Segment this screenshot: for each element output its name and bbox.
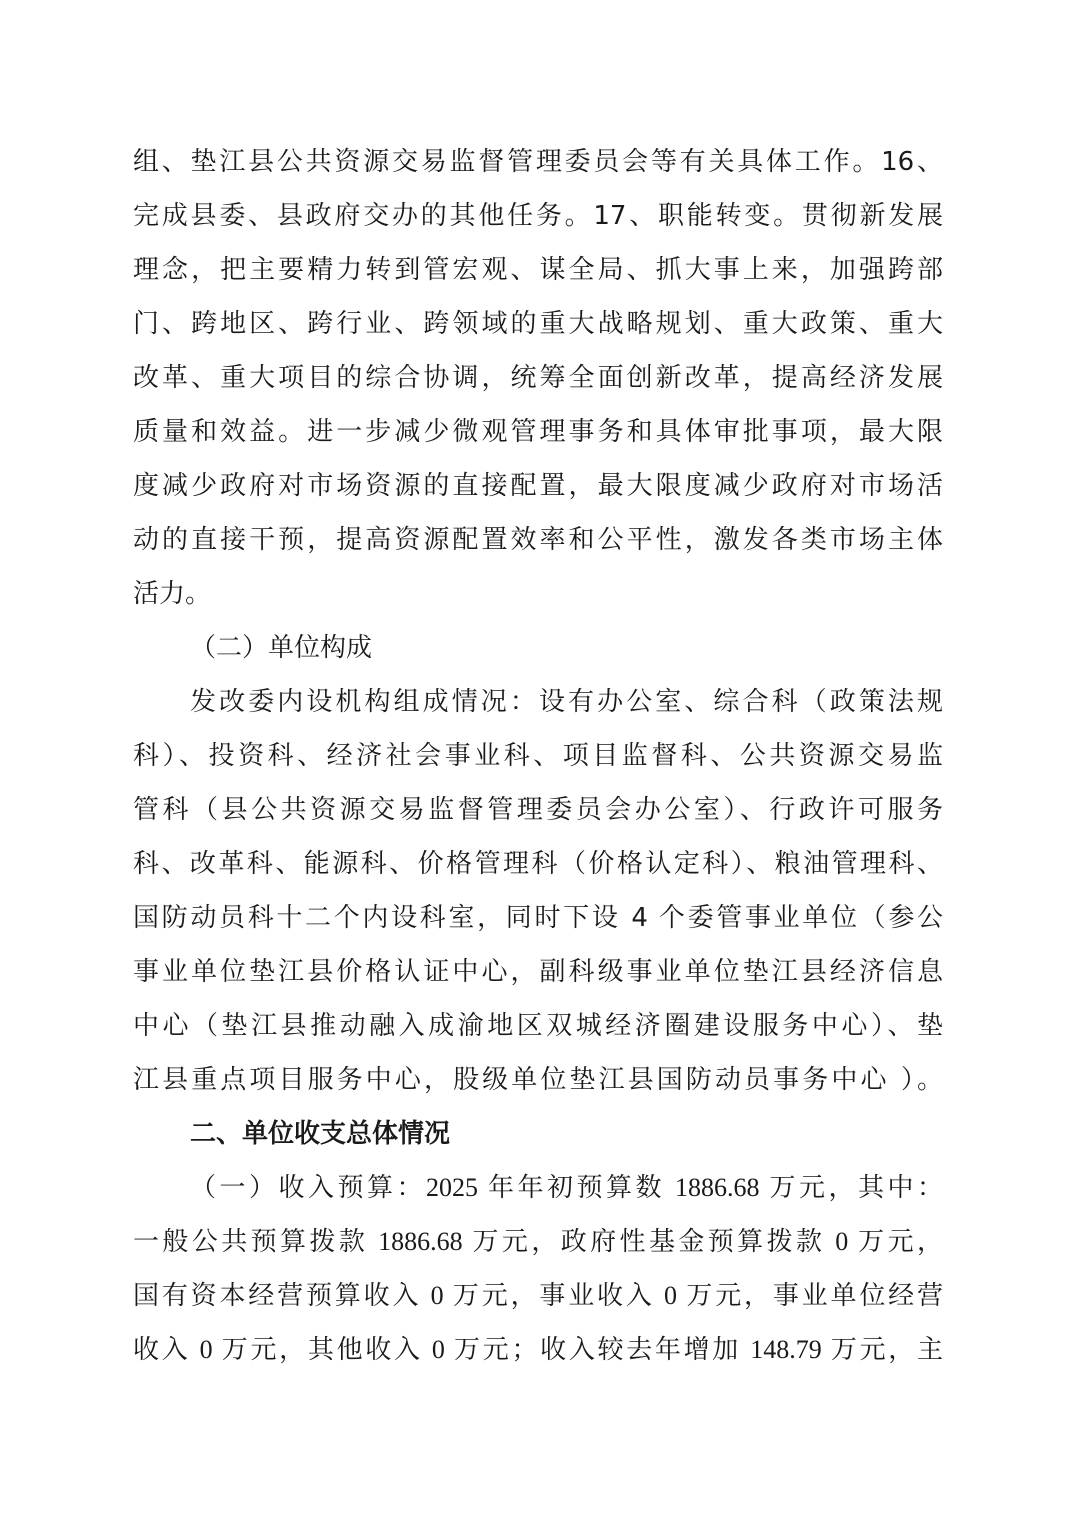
paragraph-line: 动的直接干预，提高资源配置效率和公平性，激发各类市场主体	[133, 525, 943, 555]
paragraph-line: 组、垫江县公共资源交易监督管理委员会等有关具体工作。16、	[133, 147, 943, 177]
paragraph-line: 完成县委、县政府交办的其他任务。17、职能转变。贯彻新发展	[133, 201, 943, 231]
paragraph-line: 中心（垫江县推动融入成渝地区双城经济圈建设服务中心）、垫	[133, 1011, 943, 1041]
paragraph-line: 活力。	[133, 579, 212, 609]
paragraph-line: 门、跨地区、跨行业、跨领域的重大战略规划、重大政策、重大	[133, 309, 943, 339]
paragraph-line: 度减少政府对市场资源的直接配置，最大限度减少政府对市场活	[133, 471, 943, 501]
paragraph-line: 理念，把主要精力转到管宏观、谋全局、抓大事上来，加强跨部	[133, 255, 943, 285]
paragraph-line: 改革、重大项目的综合协调，统筹全面创新改革，提高经济发展	[133, 363, 943, 393]
paragraph-line: （一）收入预算：2025 年年初预算数 1886.68 万元，其中：	[190, 1173, 943, 1202]
paragraph-line: 国有资本经营预算收入 0 万元，事业收入 0 万元，事业单位经营	[133, 1281, 943, 1310]
paragraph-line: 国防动员科十二个内设科室，同时下设 4 个委管事业单位（参公	[133, 903, 943, 933]
paragraph-line: 发改委内设机构组成情况：设有办公室、综合科（政策法规	[190, 687, 943, 717]
paragraph-line: 科、改革科、能源科、价格管理科（价格认定科）、粮油管理科、	[133, 849, 943, 879]
paragraph-line: 事业单位垫江县价格认证中心，副科级事业单位垫江县经济信息	[133, 957, 943, 987]
paragraph-line: 一般公共预算拨款 1886.68 万元，政府性基金预算拨款 0 万元，	[133, 1227, 943, 1256]
section-heading-unit-composition: （二）单位构成	[190, 633, 373, 663]
paragraph-line: 科）、投资科、经济社会事业科、项目监督科、公共资源交易监	[133, 741, 943, 771]
paragraph-line: 管科（县公共资源交易监督管理委员会办公室）、行政许可服务	[133, 795, 943, 825]
paragraph-line: 质量和效益。进一步减少微观管理事务和具体审批事项，最大限	[133, 417, 943, 447]
paragraph-line: 江县重点项目服务中心，股级单位垫江县国防动员事务中心 ）。	[133, 1065, 943, 1095]
section-heading-income-expenditure: 二、单位收支总体情况	[190, 1119, 451, 1149]
paragraph-line: 收入 0 万元，其他收入 0 万元；收入较去年增加 148.79 万元，主	[133, 1335, 943, 1364]
